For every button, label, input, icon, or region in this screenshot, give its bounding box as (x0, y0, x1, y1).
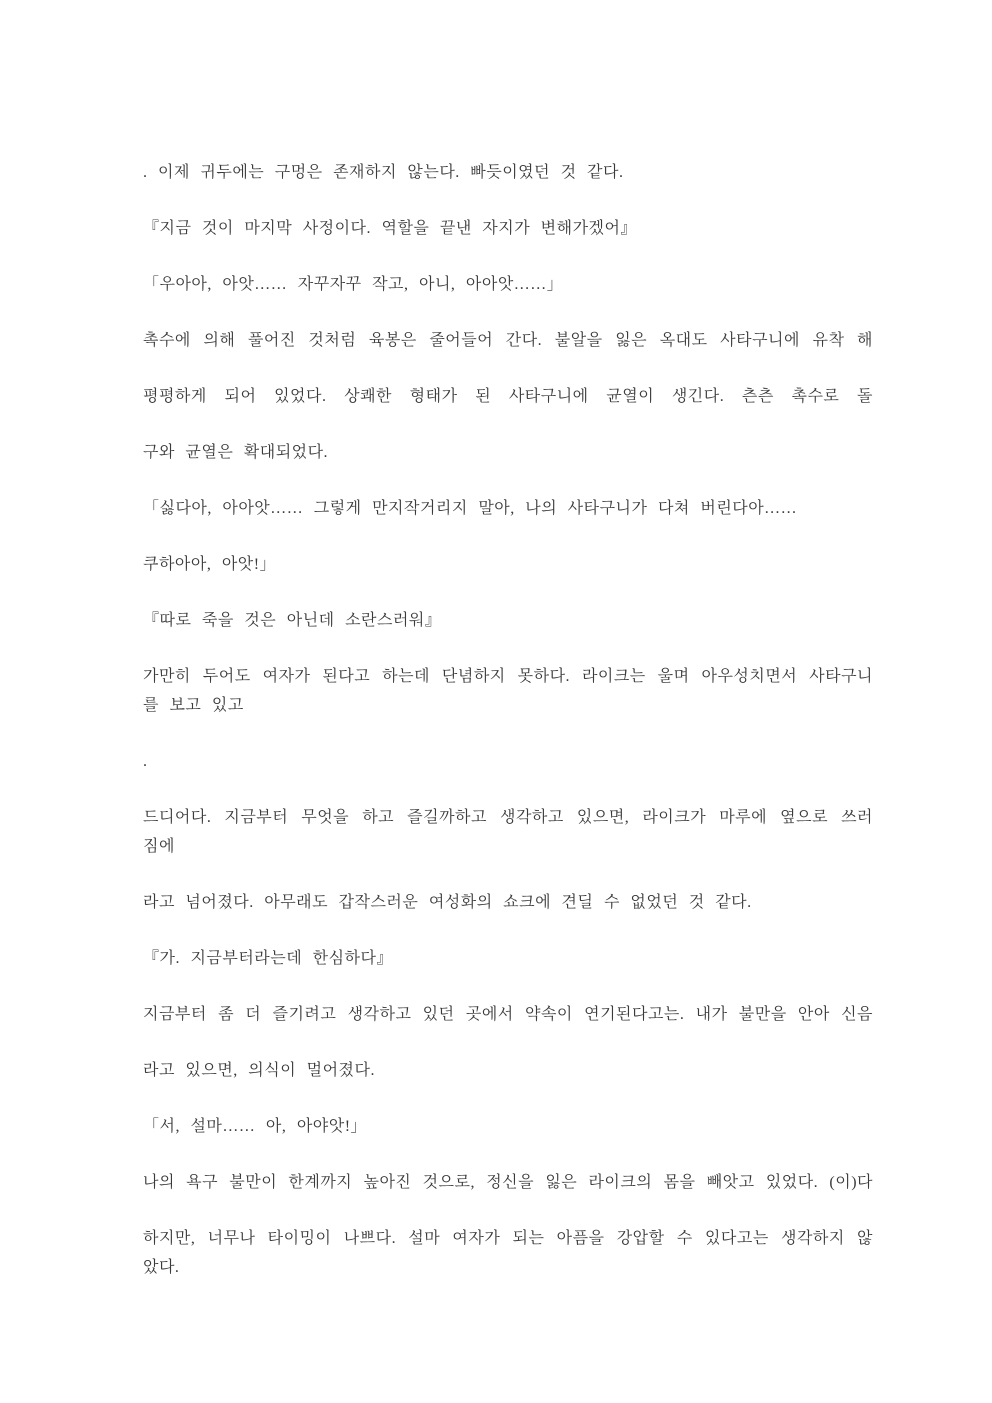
text-line: 평평하게 되어 있었다. 상쾌한 형태가 된 사타구니에 균열이 생긴다. 츤츤 촉수로 돌 (143, 388, 873, 405)
text-line-continuation: 를 보고 있고 (143, 697, 244, 714)
text-line: 「서, 설마…… 아, 아야앗!」 (143, 1118, 368, 1135)
text-line: 촉수에 의해 풀어진 것처럼 육봉은 줄어들어 간다. 불알을 잃은 옥대도 사타구니에 유착 해 (143, 332, 873, 349)
text-line-continuation: 짐에 (143, 838, 175, 855)
text-line: 구와 균열은 확대되었다. (143, 444, 329, 461)
text-line: 『따로 죽을 것은 아닌데 소란스러워』 (143, 612, 442, 629)
text-line: 지금부터 좀 더 즐기려고 생각하고 있던 곳에서 약속이 연기된다고는. 내가 불만을 안아 신음 (143, 1006, 873, 1023)
text-line: . (143, 753, 148, 770)
text-line: . 이제 귀두에는 구멍은 존재하지 않는다. 빠듯이였던 것 같다. (143, 164, 624, 181)
text-line: 『지금 것이 마지막 사정이다. 역할을 끝낸 자지가 변해가겠어』 (143, 220, 637, 237)
text-line: 「싫다아, 아아앗…… 그렇게 만지작거리지 말아, 나의 사타구니가 다쳐 버린다아…… (143, 500, 798, 517)
text-line: 드디어다. 지금부터 무엇을 하고 즐길까하고 생각하고 있으면, 라이크가 마루에 옆으로 쓰러 (143, 809, 873, 826)
text-line: 라고 넘어졌다. 아무래도 갑작스러운 여성화의 쇼크에 견딜 수 없었던 것 같다. (143, 894, 752, 911)
text-line: 라고 있으면, 의식이 멀어졌다. (143, 1062, 375, 1079)
text-line: 『가. 지금부터라는데 한심하다』 (143, 950, 393, 967)
text-line: 가만히 두어도 여자가 된다고 하는데 단념하지 못하다. 라이크는 울며 아우성치면서 사타구니 (143, 668, 873, 685)
text-line: 「우아아, 아앗…… 자꾸자꾸 작고, 아니, 아아앗……」 (143, 276, 564, 293)
text-line: 나의 욕구 불만이 한계까지 높아진 것으로, 정신을 잃은 라이크의 몸을 빼앗고 있었다. (이)다 (143, 1174, 873, 1191)
text-line: 하지만, 너무나 타이밍이 나쁘다. 설마 여자가 되는 아픔을 강압할 수 있다고는 생각하지 않 (143, 1230, 873, 1247)
text-line: 쿠하아아, 아앗!」 (143, 556, 277, 573)
text-line-continuation: 았다. (143, 1259, 180, 1276)
